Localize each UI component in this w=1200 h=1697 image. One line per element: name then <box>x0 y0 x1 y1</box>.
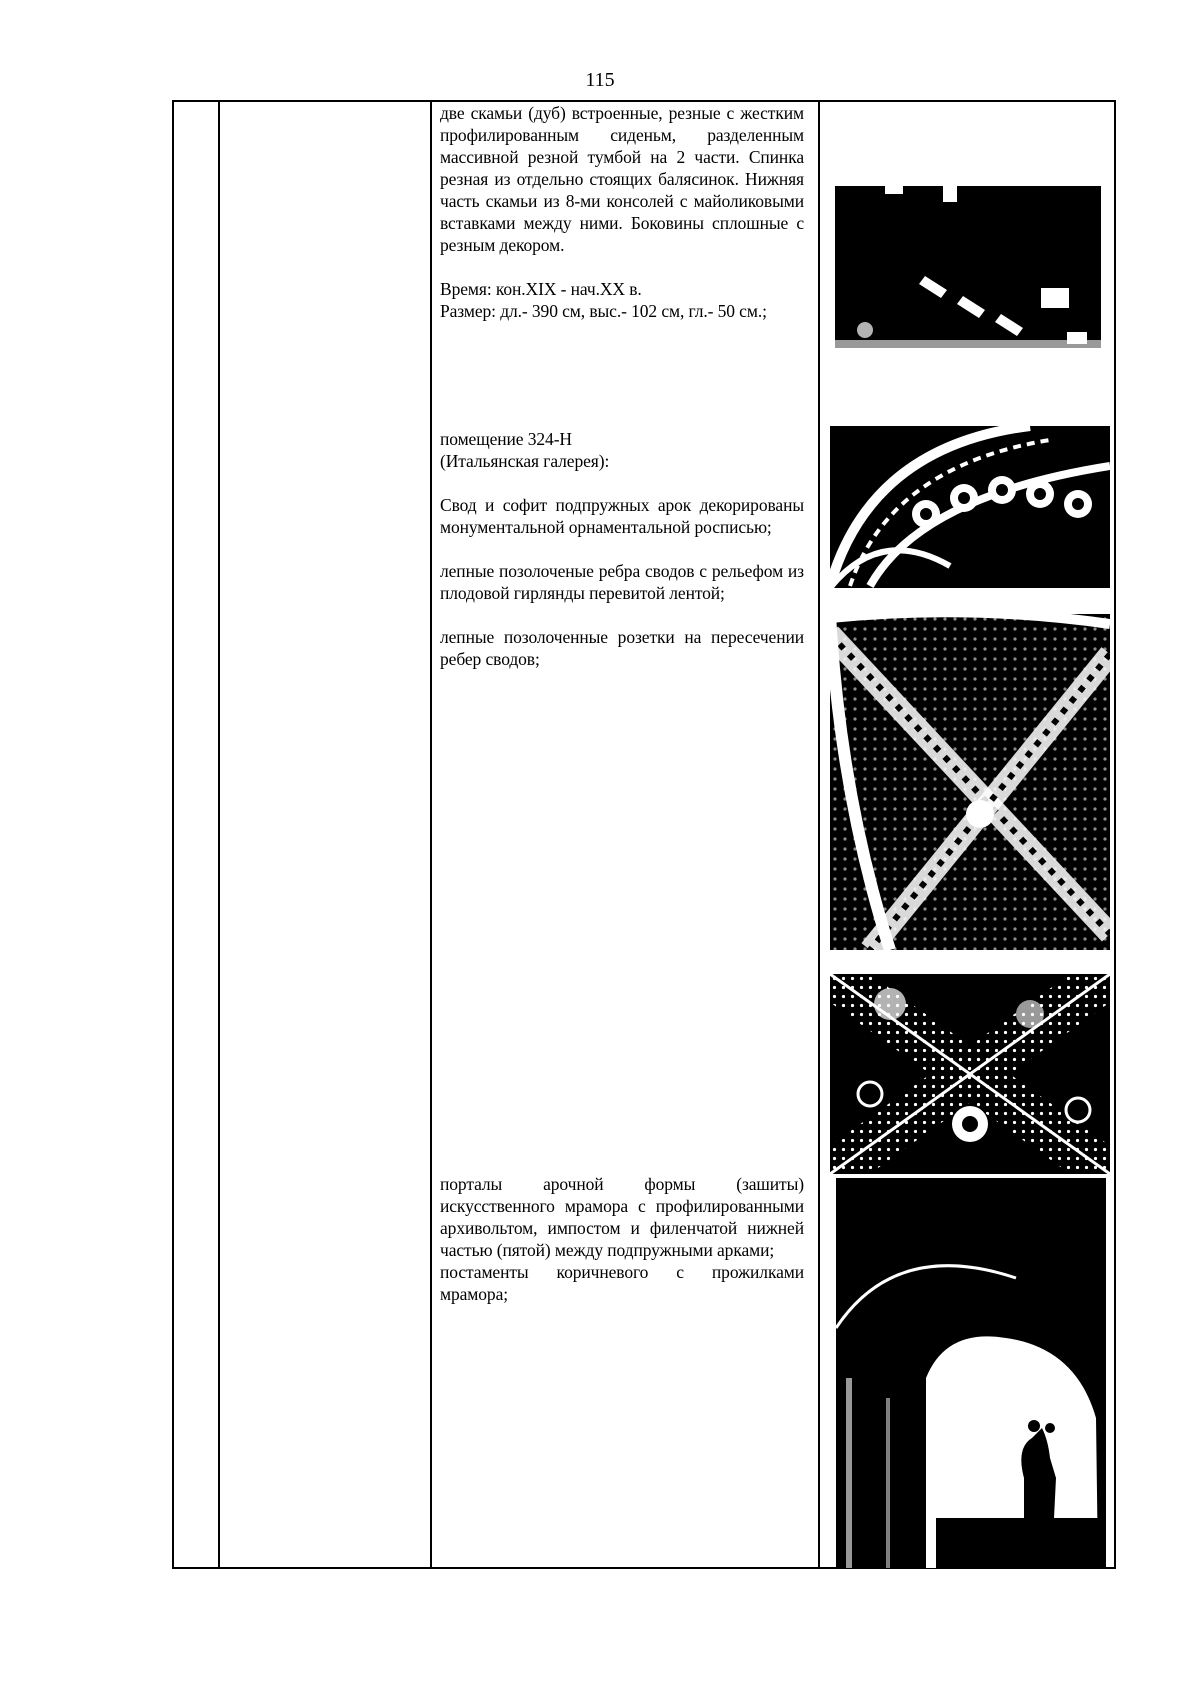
rosette-photo <box>830 974 1110 1174</box>
room-entry <box>440 428 804 670</box>
gilded-rosettes-text: лепные позолоченные розетки на пересечении ребер сводов; <box>440 627 804 669</box>
portals-text: порталы арочной формы (зашиты) искусственного мрамора с профилированными архивольтом, импостом и филенчатой нижней частью (пятой) между подпружными арками; <box>440 1174 804 1260</box>
page-number: 115 <box>585 69 615 91</box>
gilded-ribs-text: лепные позолоченые ребра сводов с рельефом из плодовой гирлянды перевитой лентой; <box>440 561 804 603</box>
room-number: помещение 324-Н <box>440 429 572 449</box>
column-divider-1 <box>218 100 220 1569</box>
bench-photo <box>835 180 1101 348</box>
vault-painting-text: Свод и софит подпружных арок декорированы монументальной орнаментальной росписью; <box>440 495 804 537</box>
bench-description: две скамьи (дуб) встроенные, резные с жестким профилированным сиденьм, разделенным массивной резной тумбой на 2 части. Спинка резная из отдельно стоящих балясинок. Нижняя часть скамьи из 8-ми консолей с майоликовыми вставками между ними. Боковины сплошные с резным декором. <box>440 103 804 255</box>
pedestals-text: постаменты коричневого с прожилками мрамора; <box>440 1262 804 1304</box>
bench-time: Время: кон.XIX - нач.XX в. <box>440 279 642 299</box>
portal-photo <box>836 1178 1106 1568</box>
column-divider-2 <box>430 100 432 1569</box>
bench-entry <box>440 102 804 322</box>
column-divider-3 <box>818 100 820 1569</box>
portal-entry <box>440 1173 804 1305</box>
room-name: (Итальянская галерея): <box>440 451 610 471</box>
vault-arch-photo <box>830 426 1110 588</box>
ribs-cross-photo <box>830 614 1110 950</box>
bench-size: Размер: дл.- 390 см, выс.- 102 см, гл.- 50 см.; <box>440 301 767 321</box>
